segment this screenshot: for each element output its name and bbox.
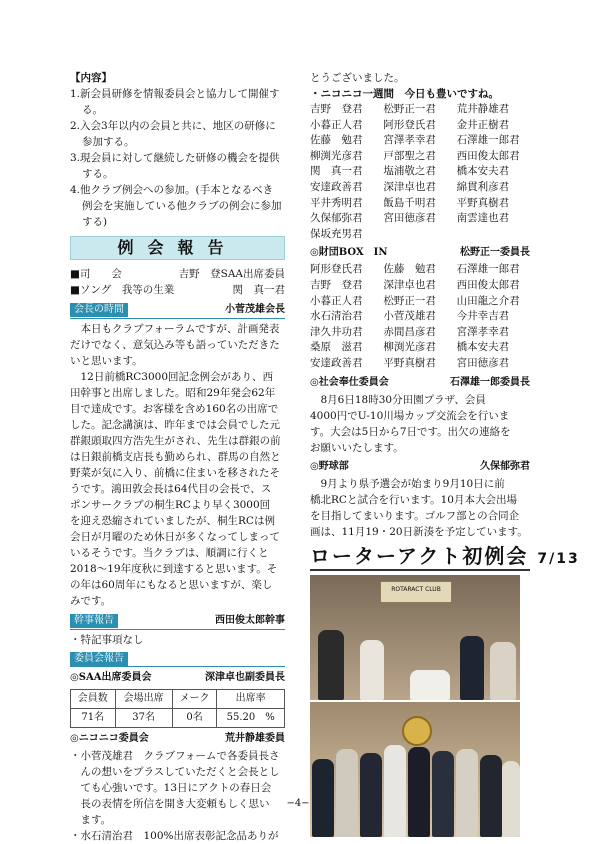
naiyou-item: 3.現会員に対して継続した研修の機会を提供: [70, 152, 280, 164]
kanji-header: [70, 613, 285, 630]
member-name: 桑原 滋君: [310, 341, 363, 354]
niko-label: ◎ニコニコ委員会: [70, 733, 149, 744]
member-name: 戸部聖之君: [383, 149, 436, 162]
naiyou-list: [70, 86, 285, 230]
kaichou-text-line: 目で達成です。お客様を含め160名の出席で: [70, 403, 279, 415]
kaichou-text-line: は日銀前橋支店長も勤められ、群馬の自然と: [70, 451, 281, 463]
niko-text-line: ても心強いです。13日にアクトの春日会: [70, 782, 272, 794]
member-name: 赤間昌彦君: [383, 325, 436, 338]
shikai-row: [70, 266, 285, 282]
naiyou-item: する。: [82, 168, 114, 180]
shikai-name: 吉野 登SAA出席委員: [178, 268, 285, 280]
member-name: 平井秀明君: [310, 196, 363, 209]
member-name: 小暮正人君: [310, 118, 363, 131]
member-name: 吉野 登君: [310, 278, 363, 291]
song-name: 関 真一君: [232, 284, 285, 296]
table-row: [71, 690, 285, 709]
member-name: 佐藤 勉君: [383, 263, 436, 276]
yakyu-text-line: を目指してまいります。ゴルフ部との合同企: [310, 509, 520, 522]
member-name: 荒井静雄君: [456, 103, 510, 115]
left-column: [70, 70, 285, 844]
table-cell: 0名: [172, 709, 217, 728]
member-name: 吉野 登君: [310, 103, 363, 115]
week-heading: ・ニコニコ一週間 今日も豊いですね。: [310, 88, 499, 100]
song-row: [70, 282, 285, 298]
saa-header: [70, 670, 285, 686]
member-name: 保坂充男君: [310, 227, 363, 240]
member-name: 西田俊太郎君: [456, 278, 520, 291]
member-name: 松野正一君: [383, 103, 436, 115]
member-name: 宮田徳彦君: [383, 212, 436, 225]
table-header: 会場出席: [115, 690, 172, 709]
kaichou-text-line: を迎え恐縮されていましたが、桐生RCは例: [70, 515, 275, 527]
naiyou-item: 例会を実施している他クラブの例会に参加: [82, 200, 282, 212]
kaichou-text-line: うです。鴻田敦会長は64代目の会長で、ス: [70, 483, 272, 495]
member-name: 松野正一君: [383, 294, 436, 307]
week-names: [310, 102, 530, 242]
kaichou-text-line: いと思います。: [70, 355, 143, 367]
niko-text-line: 長の表情を所信を開き大変頼もしく思い: [70, 798, 270, 810]
naiyou-item: する): [82, 216, 108, 228]
box-label: ◎財団BOX IN: [310, 247, 388, 259]
naiyou-heading: 【内容】: [70, 72, 112, 84]
table-cell: 71名: [71, 709, 116, 728]
kaichou-name: 小菅茂雄会長: [225, 304, 285, 315]
shakai-text-line: す。大会は5日から7日です。出欠の連絡を: [310, 425, 511, 438]
member-name: [457, 227, 530, 243]
member-name: 南雲達也君: [456, 212, 510, 225]
song-label: ■ソング 我等の生業: [70, 284, 175, 296]
niko-name: 荒井静雄委員: [225, 733, 285, 744]
niko-text-line: んの想いをプラスしていただくと会長とし: [70, 766, 280, 778]
member-name: 山田龍之介君: [456, 294, 520, 307]
kanji-tag: 幹事報告: [70, 614, 118, 628]
shikai-label: ■司 会: [70, 268, 122, 280]
member-name: 西田俊太郎君: [456, 149, 520, 162]
member-name: 阿形登氏君: [310, 263, 363, 276]
table-header: 出席率: [217, 690, 285, 709]
iinkai-tag: 委員会報告: [70, 652, 128, 666]
naiyou-item: 1.新会員研修を情報委員会と協力して開催す: [70, 88, 280, 100]
kaichou-header: [70, 302, 285, 319]
box-header: [310, 245, 530, 261]
yakyu-text: [310, 476, 530, 540]
member-name: 宮澤孝幸君: [383, 134, 436, 147]
reikai-banner: 例会報告: [70, 236, 285, 260]
member-name: 宮澤孝幸君: [456, 325, 510, 338]
kaichou-text-line: 会日が月曜のため休日が多くなってしまって: [70, 531, 280, 543]
kanji-name: 西田俊太郎幹事: [215, 615, 285, 626]
kaichou-text-line: いるそうです。当クラブは、順調に行くと: [70, 547, 269, 559]
member-name: 水石清治君: [310, 310, 363, 323]
table-cell: 55.20 %: [217, 709, 285, 728]
member-name: 綿貫利彦君: [456, 180, 510, 193]
table-row: [71, 709, 285, 728]
member-name: 深津卓也君: [383, 180, 436, 193]
yakyu-name: 久保郁弥君: [480, 460, 530, 472]
member-name: 石澤雄一郎君: [456, 134, 520, 147]
naiyou-item: る。: [82, 104, 103, 116]
shakai-text: [310, 392, 530, 456]
member-name: 阿形登氏君: [383, 118, 436, 131]
saa-label: ◎SAA出席委員会: [70, 672, 152, 683]
kaichou-text-line: 本日もクラブフォーラムですが、計画発表: [70, 323, 280, 335]
niko-text-line: ・小菅茂雄君 クラブフォームで各委員長さ: [70, 750, 280, 762]
niko-header: [70, 731, 285, 747]
member-name: 柳渕光彦君: [310, 149, 363, 162]
naiyou-item: 4.他クラブ例会への参加。(手本となるべき: [70, 184, 274, 196]
kaichou-text-line: 野菜が気に入り、前橋に住まいを移されたそ: [70, 467, 280, 479]
member-name: 宮田徳彦君: [456, 356, 510, 369]
niko-text: [70, 748, 285, 844]
kaichou-text-line: 田幹事と出席しました。昭和29年発会62年: [70, 387, 276, 399]
kanji-text: ・特記事項なし: [70, 634, 144, 646]
rotaract-date: 7/13: [537, 550, 580, 567]
yakyu-text-line: 画は、11月19・20日新湊を予定しています。: [310, 525, 528, 538]
member-name: 柳渕光彦君: [383, 341, 436, 354]
member-name: 関 真一君: [310, 165, 363, 178]
shakai-header: [310, 375, 530, 391]
niko-text-line: ます。: [70, 814, 112, 826]
box-name: 松野正一委員長: [460, 247, 530, 259]
club-sign: ROTARACT CLUB: [380, 581, 452, 603]
naiyou-item: 2.入会3年以内の会員と共に、地区の研修に: [70, 120, 276, 132]
rotaract-photo-2: [310, 702, 520, 837]
yakyu-text-line: 橋北RCと試合を行います。10月本大会出場: [310, 493, 517, 506]
kaichou-text-line: みです。: [70, 595, 112, 607]
shakai-label: ◎社会奉仕委員会: [310, 376, 389, 388]
kaichou-text-line: 12日前橋RC3000回記念例会があり、西: [70, 371, 274, 383]
member-name: 津久井功君: [310, 325, 363, 338]
member-name: 塩浦敬之君: [383, 165, 436, 178]
shakai-text-line: 4000円でU-10川場カップ交流会を行いま: [310, 409, 510, 422]
member-name: 橋本安夫君: [456, 341, 510, 354]
kaichou-text-line: 群銀頭取四方浩先生がされ、先生は群銀の前: [70, 435, 281, 447]
shakai-text-line: 8月6日18時30分田園プラザ、会員: [310, 393, 486, 406]
member-name: 深津卓也君: [383, 278, 436, 291]
member-name: 小暮正人君: [310, 294, 363, 307]
table-cell: 37名: [115, 709, 172, 728]
member-name: 橋本安夫君: [456, 165, 510, 178]
kaichou-text-line: した。記念講演は、昨年までは会員でした元: [70, 419, 280, 431]
member-name: 石澤雄一郎君: [456, 263, 520, 276]
kaichou-text: [70, 321, 285, 609]
member-name: 安達政善君: [310, 180, 363, 193]
niko-text-line: ・水石清治君 100%出席表彰記念品ありが: [70, 830, 279, 842]
member-name: 平野真樹君: [383, 356, 436, 369]
saa-name: 深津卓也副委員長: [205, 672, 285, 683]
yakyu-text-line: 9月より県予選会が始まり9月10日に前: [310, 477, 505, 490]
member-name: 久保郁弥君: [310, 212, 363, 225]
yakyu-label: ◎野球部: [310, 460, 349, 472]
member-name: 佐藤 勉君: [310, 134, 363, 147]
kaichou-tag: 会長の時間: [70, 303, 128, 317]
kaichou-text-line: だけでなく、意気込み等も語っていただきた: [70, 339, 280, 351]
table-header: メーク: [172, 690, 217, 709]
member-name: [383, 227, 456, 243]
member-name: 今井幸吉君: [456, 310, 510, 323]
page-number: −4−: [286, 798, 310, 809]
right-column: [310, 70, 580, 837]
table-header: 会員数: [71, 690, 116, 709]
member-name: 小菅茂雄君: [383, 310, 436, 323]
rotaract-photo-1: [310, 575, 520, 700]
naiyou-item: 参加する。: [82, 136, 135, 148]
kaichou-text-line: の年は60周年にもなると思いますが、楽し: [70, 579, 273, 591]
iinkai-header: [70, 652, 285, 667]
yakyu-header: [310, 459, 530, 475]
shakai-text-line: お願いいたします。: [310, 441, 404, 454]
kaichou-text-line: 2018～19年度秋に到達すると思います。そ: [70, 563, 278, 575]
shakai-name: 石澤雄一郎委員長: [450, 376, 530, 388]
attendance-table: [70, 689, 285, 728]
box-names: [310, 262, 530, 371]
top-line: とうございました。: [310, 72, 405, 84]
member-name: 平野真樹君: [456, 196, 510, 209]
member-name: 金井正樹君: [456, 118, 510, 131]
kaichou-text-line: ポンサークラブの桐生RCより早く3000回: [70, 499, 271, 511]
rotaract-title-text: ローターアクト初例会: [310, 543, 529, 568]
member-name: 飯島千明君: [383, 196, 436, 209]
rotaract-title: [310, 543, 580, 571]
member-name: 安達政善君: [310, 356, 363, 369]
